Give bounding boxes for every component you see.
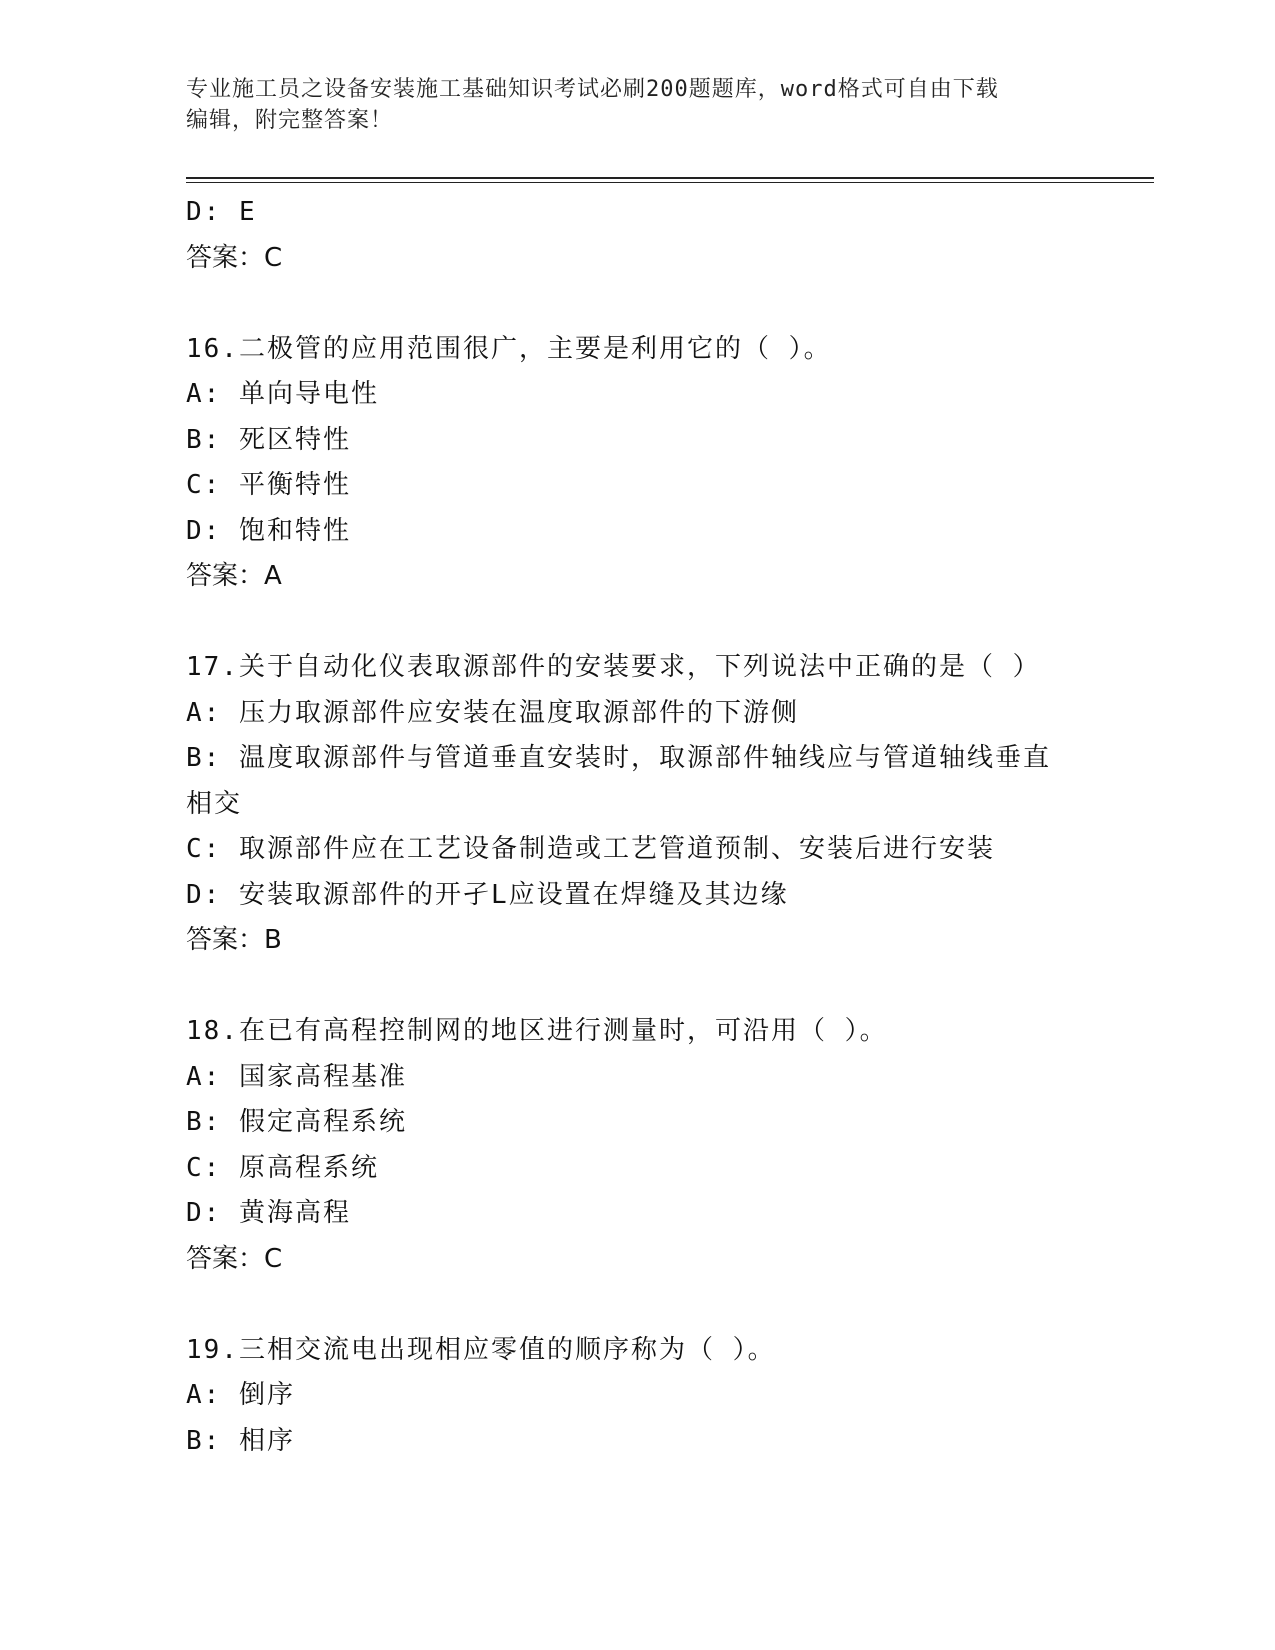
answer: 答案：A — [186, 561, 282, 591]
spacer — [186, 600, 1086, 646]
answer: 答案：B — [186, 925, 282, 955]
page-header — [186, 74, 1066, 136]
question-stem: 19.三相交流电出现相应零值的顺序称为（ ）。 — [186, 1334, 776, 1365]
question-18 — [186, 1009, 1086, 1282]
option-d: D: 饱和特性 — [186, 515, 351, 546]
prev-answer: 答案：C — [186, 242, 283, 273]
answer: 答案：C — [186, 1243, 283, 1274]
header-rule-thin — [186, 182, 1154, 183]
option-a: A: 压力取源部件应安装在温度取源部件的下游侧 — [186, 697, 799, 728]
question-stem: 18.在已有高程控制网的地区进行测量时，可沿用（ ）。 — [186, 1016, 888, 1046]
question-list — [186, 190, 1086, 1464]
option-b: B: 假定高程系统 — [186, 1107, 407, 1137]
prev-option-d: D: E — [186, 197, 257, 227]
spacer — [186, 964, 1086, 1010]
header-line-2: 编辑，附完整答案！ — [186, 108, 394, 133]
option-b-continued: 相交 — [186, 788, 243, 819]
option-b: B: 死区特性 — [186, 424, 351, 455]
option-c: C: 平衡特性 — [186, 470, 351, 500]
option-b: B: 相序 — [186, 1425, 295, 1456]
option-d: D: 黄海高程 — [186, 1198, 351, 1228]
question-19 — [186, 1328, 1086, 1465]
header-rule-thick — [186, 177, 1154, 179]
question-16 — [186, 327, 1086, 600]
header-line-1: 专业施工员之设备安装施工基础知识考试必刷200题题库，word格式可自由下载 — [186, 77, 999, 102]
option-a: A: 单向导电性 — [186, 379, 379, 409]
option-a: A: 倒序 — [186, 1380, 295, 1410]
option-a: A: 国家高程基准 — [186, 1061, 407, 1092]
spacer — [186, 1282, 1086, 1328]
question-stem: 16.二极管的应用范围很广，主要是利用它的（ ）。 — [186, 333, 832, 364]
question-stem: 17.关于自动化仪表取源部件的安装要求，下列说法中正确的是（ ） — [186, 652, 1041, 682]
option-c: C: 原高程系统 — [186, 1152, 379, 1183]
option-b: B: 温度取源部件与管道垂直安装时，取源部件轴线应与管道轴线垂直 — [186, 743, 1051, 773]
option-c: C: 取源部件应在工艺设备制造或工艺管道预制、安装后进行安装 — [186, 834, 995, 864]
question-17 — [186, 645, 1086, 964]
option-d: D: 安装取源部件的开孑L应设置在焊缝及其边缘 — [186, 879, 789, 910]
spacer — [186, 281, 1086, 327]
